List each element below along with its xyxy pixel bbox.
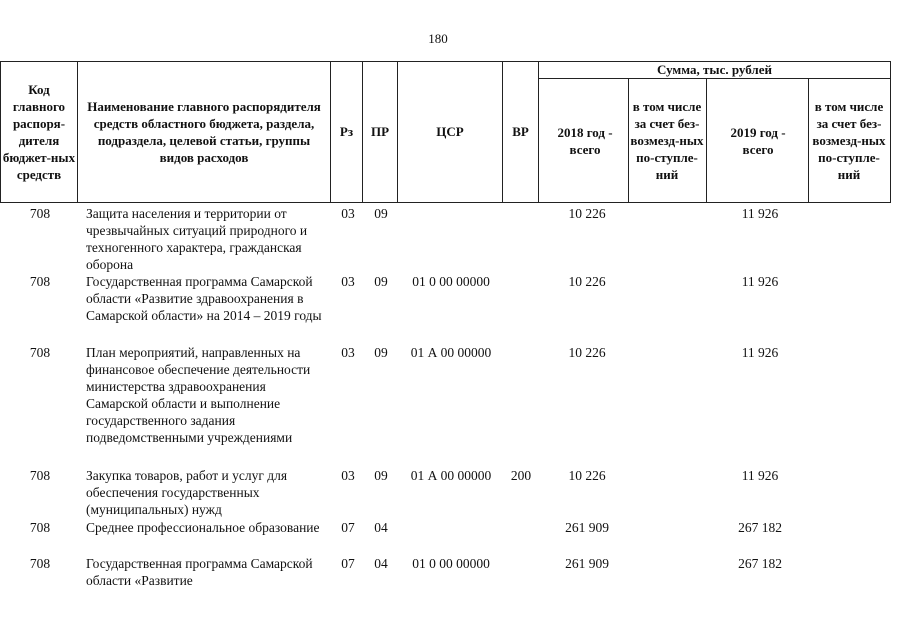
row-name: План мероприятий, направленных на финансовое обеспечение деятельности министерства здравоохранения Самарской области и выполнение государственного задания подведомственными учреждениями <box>86 345 311 445</box>
header-pr: ПР <box>370 124 390 139</box>
row-rz: 03 <box>341 468 355 483</box>
header-2018-total: 2018 год - всего <box>557 124 613 157</box>
row-sum-2018: 10 226 <box>568 206 606 221</box>
row-sum-2019: 11 926 <box>741 345 779 360</box>
row-rz: 03 <box>341 345 355 360</box>
row-sum-2018: 261 909 <box>565 556 609 571</box>
row-code: 708 <box>29 274 51 289</box>
row-name: Государственная программа Самарской области «Развитие <box>86 556 313 588</box>
col-divider <box>706 78 707 202</box>
row-name: Закупка товаров, работ и услуг для обеспечения государственных (муниципальных) нужд <box>86 468 288 517</box>
row-pr: 09 <box>374 206 388 221</box>
row-name: Среднее профессиональное образование <box>86 520 320 535</box>
header-code: Код главного распоря-дителя бюджет-ных средств <box>2 81 76 182</box>
header-name: Наименование главного распорядителя средств областного бюджета, раздела, подраздела, целевой статьи, группы видов расходов <box>87 98 321 165</box>
row-sum-2019: 11 926 <box>741 468 779 483</box>
page-number: 180 <box>428 31 448 46</box>
row-sum-2018: 10 226 <box>568 274 606 289</box>
row-pr: 09 <box>374 274 388 289</box>
row-pr: 04 <box>374 520 388 535</box>
row-csr: 01 А 00 00000 <box>410 468 492 483</box>
row-pr: 09 <box>374 345 388 360</box>
col-divider <box>538 61 539 202</box>
row-code: 708 <box>29 468 51 483</box>
header-2019-incl: в том числе за счет без-возмезд-ных по-ступле-ний <box>812 99 886 182</box>
row-code: 708 <box>29 206 51 221</box>
row-rz: 03 <box>341 274 355 289</box>
row-name: Государственная программа Самарской области «Развитие здравоохранения в Самарской области» на 2014 – 2019 годы <box>86 274 322 323</box>
col-divider <box>77 61 78 202</box>
header-2018-incl: в том числе за счет без-возмезд-ных по-ступле-ний <box>630 99 704 182</box>
row-name: Защита населения и территории от чрезвычайных ситуаций природного и техногенного характера, гражданская оборона <box>86 206 308 272</box>
row-code: 708 <box>29 520 51 535</box>
row-rz: 07 <box>341 520 355 535</box>
row-sum-2019: 267 182 <box>738 556 782 571</box>
header-vr: ВР <box>512 124 529 139</box>
row-vr: 200 <box>510 468 532 483</box>
header-rz: Рз <box>339 124 354 139</box>
row-sum-2019: 11 926 <box>741 206 779 221</box>
row-sum-2018: 10 226 <box>568 345 606 360</box>
row-rz: 03 <box>341 206 355 221</box>
row-csr: 01 А 00 00000 <box>410 345 492 360</box>
row-csr: 01 0 00 00000 <box>412 556 490 571</box>
row-pr: 04 <box>374 556 388 571</box>
row-sum-2019: 267 182 <box>738 520 782 535</box>
header-csr: ЦСР <box>436 124 464 139</box>
row-code: 708 <box>29 345 51 360</box>
col-divider <box>890 61 891 202</box>
row-code: 708 <box>29 556 51 571</box>
row-rz: 07 <box>341 556 355 571</box>
row-sum-2019: 11 926 <box>741 274 779 289</box>
header-2019-total: 2019 год - всего <box>730 124 786 157</box>
row-sum-2018: 261 909 <box>565 520 609 535</box>
row-sum-2018: 10 226 <box>568 468 606 483</box>
col-divider <box>808 78 809 202</box>
col-divider <box>628 78 629 202</box>
row-csr: 01 0 00 00000 <box>412 274 490 289</box>
col-divider <box>0 61 1 202</box>
row-pr: 09 <box>374 468 388 483</box>
header-bottom-border <box>0 202 891 203</box>
header-sum-group: Сумма, тыс. рублей <box>657 62 772 77</box>
